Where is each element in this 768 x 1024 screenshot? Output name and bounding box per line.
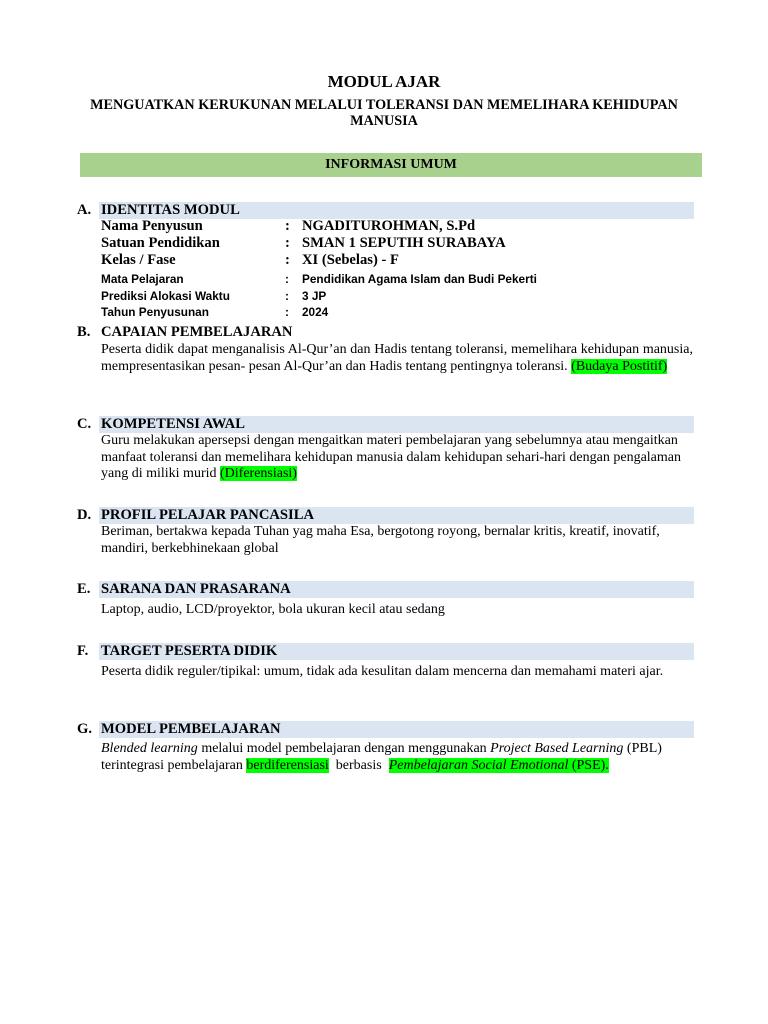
identity-colon: : (285, 272, 289, 286)
section-f-letter: F. (77, 643, 89, 659)
section-b-highlight: (Budaya Postitif) (571, 358, 668, 374)
section-g-heading: MODEL PEMBELAJARAN (99, 721, 694, 738)
identity-value: XI (Sebelas) - F (302, 252, 399, 268)
section-g-italic-2: Project Based Learning (490, 741, 624, 756)
identity-row-school (101, 235, 701, 252)
identity-row-subject (101, 271, 701, 288)
identity-value: SMAN 1 SEPUTIH SURABAYA (302, 235, 506, 251)
section-d-letter: D. (77, 507, 92, 523)
section-a-letter: A. (77, 202, 92, 218)
section-e-body: Laptop, audio, LCD/proyektor, bola ukuran kecil atau sedang (101, 602, 445, 617)
identity-label: Kelas / Fase (101, 252, 176, 268)
identity-colon: : (285, 289, 289, 303)
section-a-heading: IDENTITAS MODUL (99, 202, 694, 219)
section-d-body: Beriman, bertakwa kepada Tuhan yag maha Esa, bergotong royong, bernalar kritis, kreatif, inovatif, mandiri, berkebhinekaan global (101, 524, 660, 556)
identity-label: Prediksi Alokasi Waktu (101, 289, 230, 303)
section-g-text-2: (PBL) terintegrasi pembelajaran (101, 741, 662, 773)
identity-row-class (101, 252, 701, 269)
section-f-body: Peserta didik reguler/tipikal: umum, tidak ada kesulitan dalam mencerna dan memahami materi ajar. (101, 664, 664, 679)
section-e-letter: E. (77, 581, 91, 597)
identity-row-year (101, 304, 701, 321)
section-b-heading: CAPAIAN PEMBELAJARAN (101, 324, 293, 340)
identity-label: Nama Penyusun (101, 218, 203, 234)
section-b-body (101, 342, 693, 375)
section-c-body (101, 433, 693, 483)
identity-colon: : (285, 218, 290, 234)
identity-label: Satuan Pendidikan (101, 235, 220, 251)
identity-label: Mata Pelajaran (101, 272, 184, 286)
section-g-letter: G. (77, 721, 92, 737)
section-g-text-3: berbasis (328, 757, 389, 773)
document-subtitle: MENGUATKAN KERUKUNAN MELALUI TOLERANSI DAN MEMELIHARA KEHIDUPAN MANUSIA (90, 97, 678, 129)
section-g-highlight-3: (PSE). (568, 757, 609, 773)
identity-colon: : (285, 235, 290, 251)
section-g-highlight-2: Pembelajaran Social Emotional (388, 757, 569, 773)
section-e-heading: SARANA DAN PRASARANA (99, 581, 694, 598)
section-c-heading: KOMPETENSI AWAL (99, 416, 694, 433)
identity-label: Tahun Penyusunan (101, 305, 209, 319)
document-title: MODUL AJAR (327, 72, 441, 91)
identity-row-time (101, 288, 701, 305)
identity-value: 2024 (302, 305, 329, 319)
section-g-text-1: melalui model pembelajaran dengan menggunakan (197, 741, 491, 756)
identity-value: NGADITUROHMAN, S.Pd (302, 218, 476, 234)
section-b-letter: B. (77, 324, 91, 340)
identity-row-author (101, 218, 701, 235)
identity-value: 3 JP (302, 289, 327, 303)
identity-value: Pendidikan Agama Islam dan Budi Pekerti (302, 272, 537, 286)
identity-colon: : (285, 252, 290, 268)
identity-colon: : (285, 305, 289, 319)
section-g-highlight-1: berdiferensiasi (246, 757, 329, 773)
section-c-text: Guru melakukan apersepsi dengan mengaitkan materi pembelajaran yang sebelumnya atau mengaitkan manfaat toleransi dan memelihara kehidupan manusia dalam kehidupan sehari-hari dengan pengalaman yang di miliki murid (101, 433, 681, 482)
section-b-text: Peserta didik dapat menganalisis Al-Qur’an dan Hadis tentang toleransi, memelihara kehidupan manusia, mempresentasikan pesan- pesan Al-Qur’an dan Hadis tentang pentingnya toleransi. (101, 342, 693, 374)
section-f-heading: TARGET PESERTA DIDIK (99, 643, 694, 660)
section-g-body (101, 741, 693, 774)
section-c-highlight: (Diferensiasi) (220, 466, 297, 482)
section-g-italic-1: Blended learning (101, 741, 198, 756)
general-info-banner: INFORMASI UMUM (80, 153, 702, 177)
section-c-letter: C. (77, 416, 92, 432)
section-d-heading: PROFIL PELAJAR PANCASILA (99, 507, 694, 524)
